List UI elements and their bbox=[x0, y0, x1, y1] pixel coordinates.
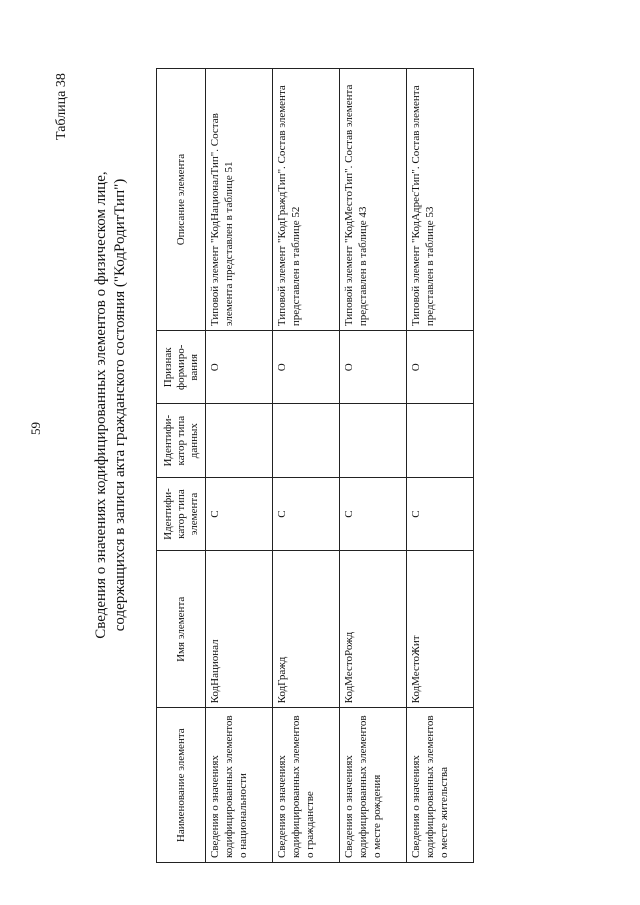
cell-type-id: С bbox=[206, 477, 273, 550]
cell-name: Сведения о значениях кодифицированных элементов о месте рождения bbox=[340, 708, 407, 863]
cell-name: Сведения о значениях кодифицированных элементов о национальности bbox=[206, 708, 273, 863]
cell-element: КодНационал bbox=[206, 551, 273, 708]
cell-description: Типовой элемент "КодГраждТип". Состав элемента представлен в таблице 52 bbox=[273, 69, 340, 331]
elements-table bbox=[156, 68, 474, 863]
header-description: Описание элемента bbox=[157, 69, 206, 331]
cell-name: Сведения о значениях кодифицированных элементов о месте жительства bbox=[407, 708, 474, 863]
cell-data-type bbox=[407, 404, 474, 477]
table-row bbox=[206, 69, 273, 863]
cell-flag: О bbox=[206, 331, 273, 404]
cell-element: КодГражд bbox=[273, 551, 340, 708]
cell-data-type bbox=[273, 404, 340, 477]
table-row bbox=[273, 69, 340, 863]
cell-type-id: С bbox=[407, 477, 474, 550]
cell-flag: О bbox=[407, 331, 474, 404]
cell-element: КодМестоРожд bbox=[340, 551, 407, 708]
header-row bbox=[157, 69, 206, 863]
cell-name: Сведения о значениях кодифицированных элементов о гражданстве bbox=[273, 708, 340, 863]
cell-data-type bbox=[206, 404, 273, 477]
page-number: 59 bbox=[28, 422, 43, 435]
cell-flag: О bbox=[273, 331, 340, 404]
cell-type-id: С bbox=[340, 477, 407, 550]
table-row bbox=[407, 69, 474, 863]
cell-description: Типовой элемент "КодАдресТип". Состав элемента представлен в таблице 53 bbox=[407, 69, 474, 331]
table-label: Таблица 38 bbox=[54, 73, 69, 140]
cell-description: Типовой элемент "КодМестоТип". Состав элемента представлен в таблице 43 bbox=[340, 69, 407, 331]
header-element-type: Идентифи-катор типа элемента bbox=[157, 477, 206, 550]
header-formation-flag: Признак формиро-вания bbox=[157, 331, 206, 404]
table-title bbox=[92, 55, 130, 755]
title-line-1: Сведения о значениях кодифицированных элементов о физическом лице, bbox=[93, 171, 109, 639]
title-line-2: содержащихся в записи акта гражданского состояния ("КодРодитТип") bbox=[112, 178, 128, 632]
header-element-id: Имя элемента bbox=[157, 551, 206, 708]
cell-data-type bbox=[340, 404, 407, 477]
table-row bbox=[340, 69, 407, 863]
cell-description: Типовой элемент "КодНационалТип". Состав элемента представлен в таблице 51 bbox=[206, 69, 273, 331]
header-element-name: Наименование элемента bbox=[157, 708, 206, 863]
cell-type-id: С bbox=[273, 477, 340, 550]
cell-flag: О bbox=[340, 331, 407, 404]
header-data-type: Идентифи-катор типа данных bbox=[157, 404, 206, 477]
cell-element: КодМестоЖит bbox=[407, 551, 474, 708]
